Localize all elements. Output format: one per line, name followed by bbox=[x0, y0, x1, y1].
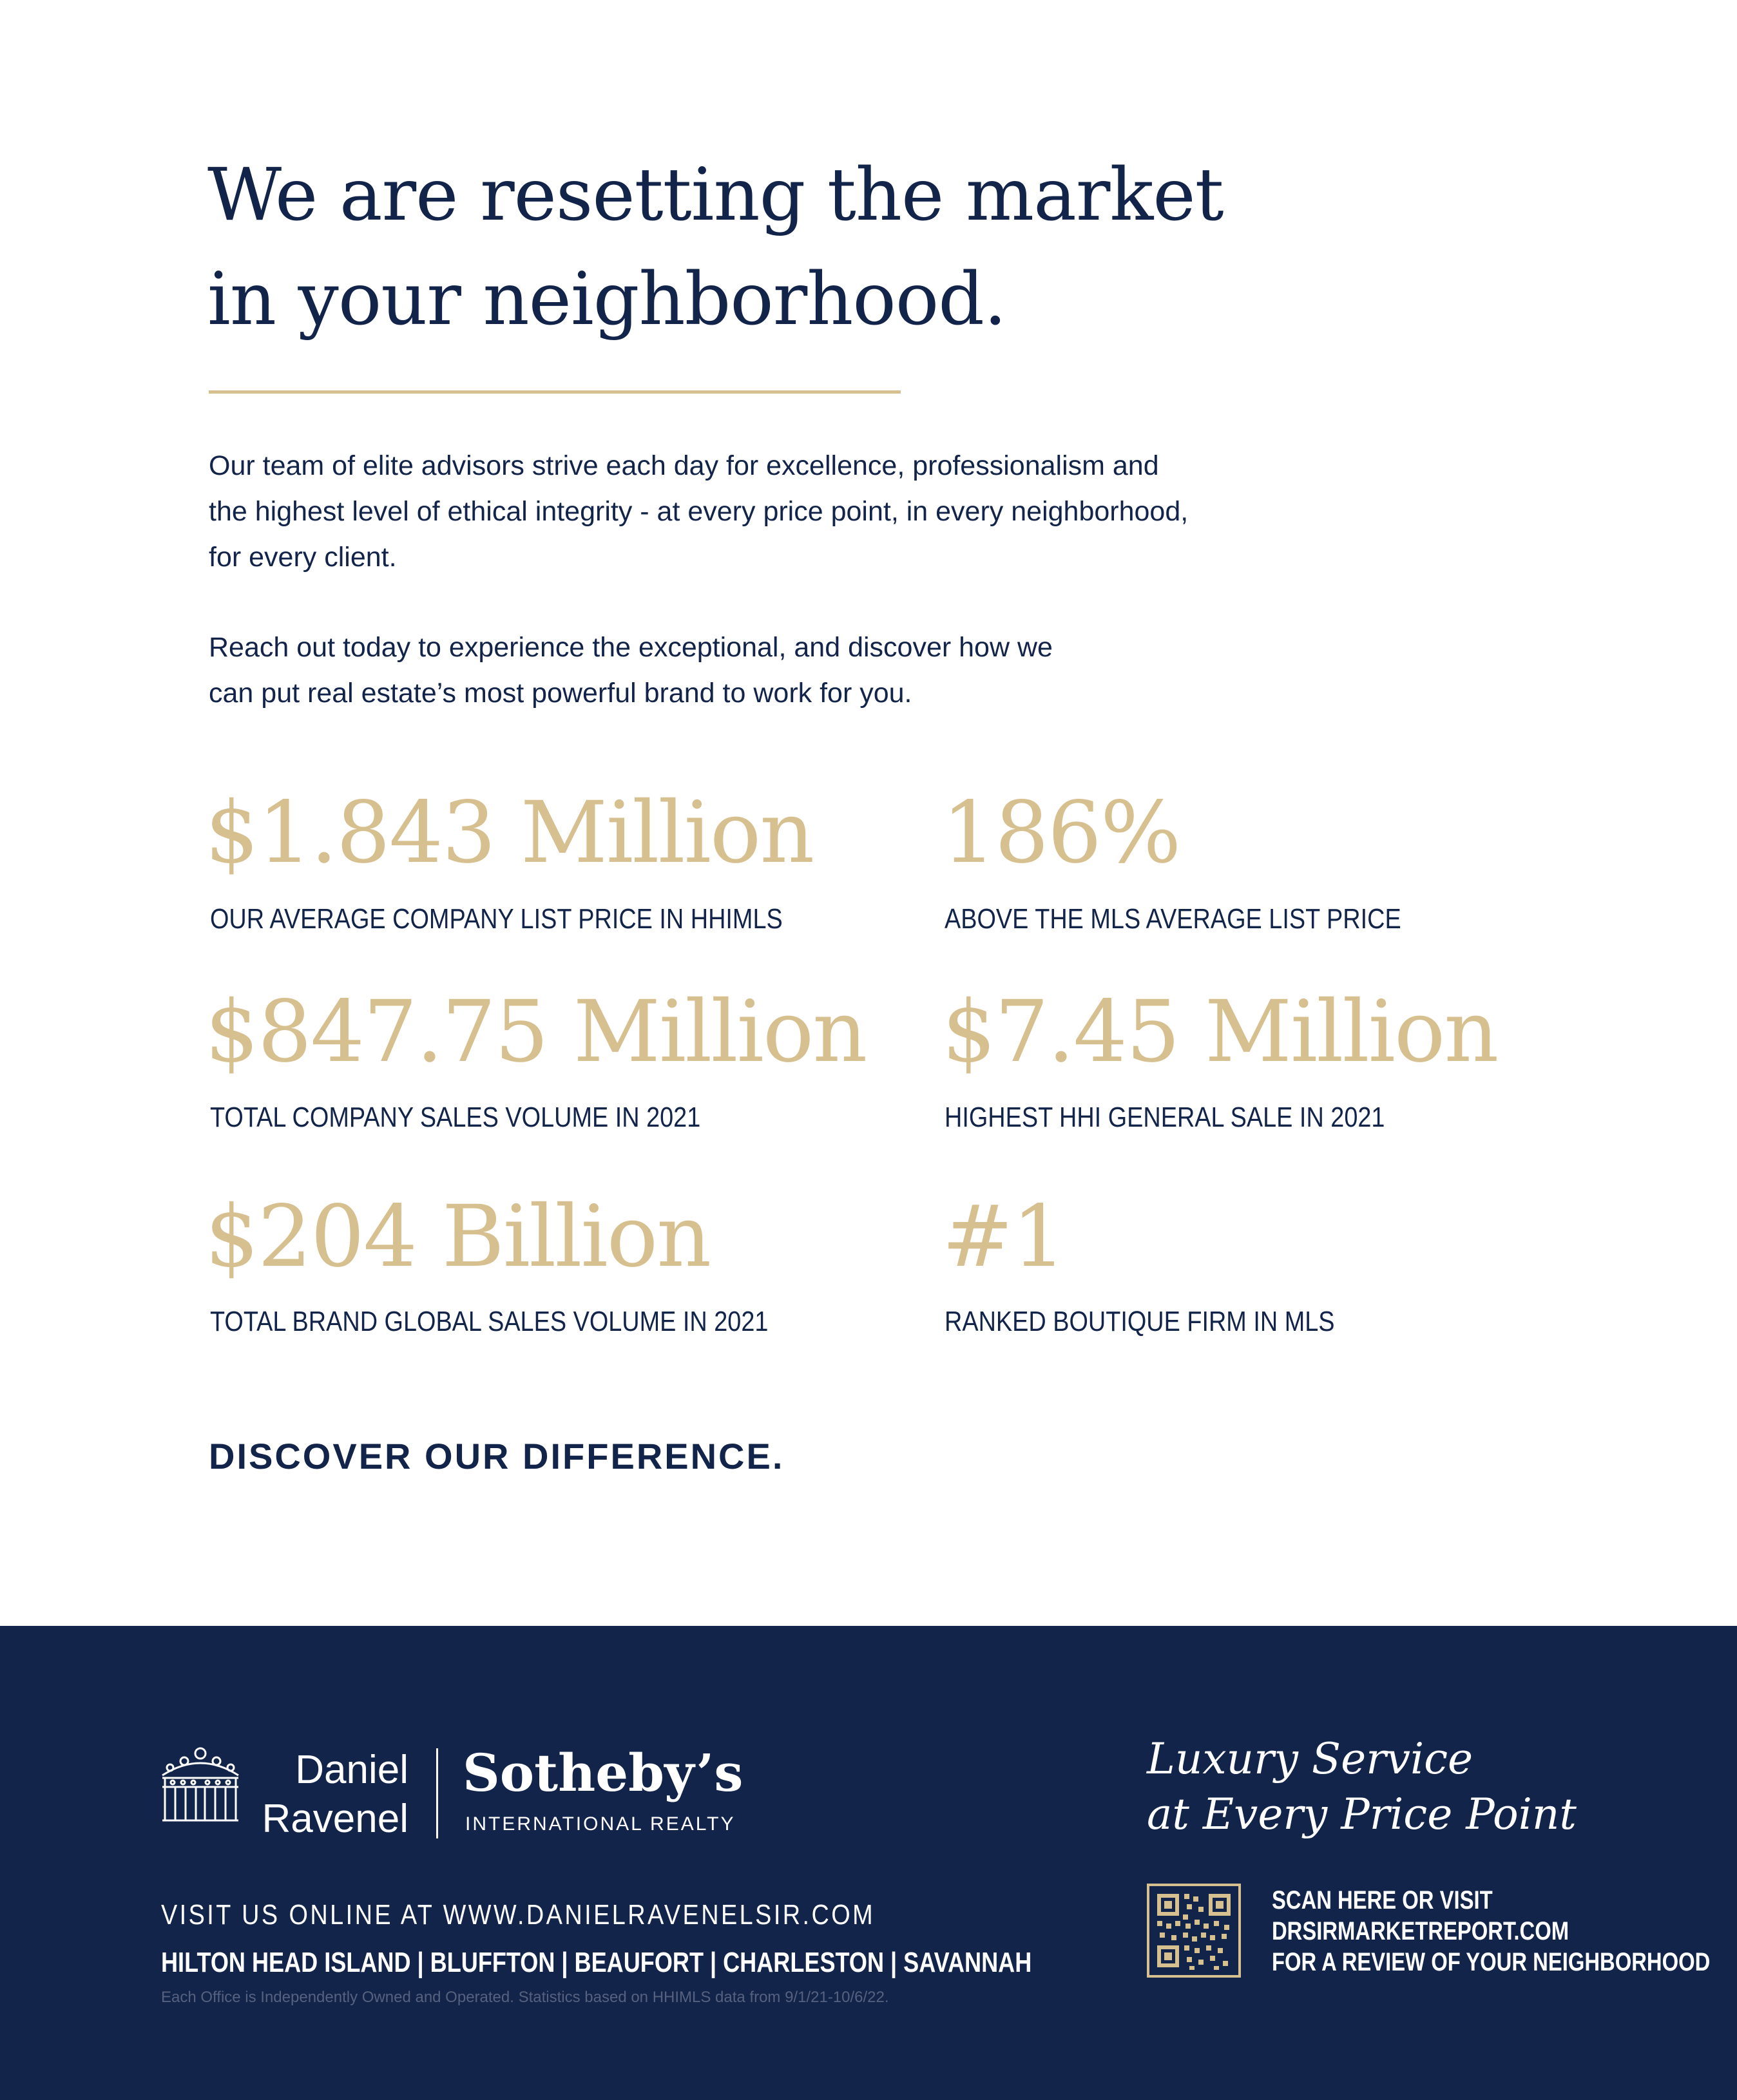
tagline-line-2: at Every Price Point bbox=[1147, 1790, 1577, 1839]
gate-icon bbox=[160, 1744, 241, 1826]
logo-sothebys: Sotheby’s bbox=[463, 1742, 744, 1803]
stat-label-brand-volume: TOTAL BRAND GLOBAL SALES VOLUME IN 2021 bbox=[210, 1306, 769, 1337]
logo-international-realty: INTERNATIONAL REALTY bbox=[465, 1813, 736, 1835]
stat-label-highest-sale: HIGHEST HHI GENERAL SALE IN 2021 bbox=[945, 1102, 1385, 1133]
disclaimer: Each Office is Independently Owned and Operated. Statistics based on HHIMLS data from 9/1/21-10/6/22. bbox=[161, 1989, 889, 2006]
intro-line: Our team of elite advisors strive each day for excellence, professionalism and bbox=[209, 450, 1159, 481]
tagline bbox=[1147, 1732, 1577, 1842]
logo-name-line-1: Daniel bbox=[295, 1748, 408, 1792]
stat-value-highest-sale: $7.45 Million bbox=[942, 982, 1498, 1082]
intro-line: for every client. bbox=[209, 542, 397, 573]
headline bbox=[207, 143, 1432, 352]
headline-line-1: We are resetting the market bbox=[207, 153, 1224, 237]
intro-paragraph-2 bbox=[209, 625, 1317, 716]
stat-value-sales-volume: $847.75 Million bbox=[205, 982, 867, 1082]
gold-divider bbox=[209, 390, 901, 394]
logo-daniel-ravenel bbox=[262, 1746, 408, 1844]
scan-line-2[interactable]: DRSIRMARKETREPORT.COM bbox=[1272, 1917, 1569, 1945]
scan-line-3: FOR A REVIEW OF YOUR NEIGHBORHOOD bbox=[1272, 1948, 1711, 1976]
qr-code-icon[interactable] bbox=[1147, 1884, 1241, 1978]
footer bbox=[0, 1626, 1737, 2100]
intro-line: the highest level of ethical integrity - at every price point, in every neighborhood, bbox=[209, 496, 1189, 527]
stat-value-above-mls: 186% bbox=[942, 783, 1180, 883]
discover-cta: DISCOVER OUR DIFFERENCE. bbox=[209, 1436, 785, 1476]
scan-instructions bbox=[1272, 1885, 1710, 1978]
stat-value-brand-volume: $204 Billion bbox=[205, 1187, 711, 1286]
tagline-line-1: Luxury Service bbox=[1147, 1734, 1473, 1784]
stat-value-rank: #1 bbox=[942, 1187, 1065, 1286]
logo-name-line-2: Ravenel bbox=[262, 1797, 408, 1841]
headline-line-2: in your neighborhood. bbox=[207, 258, 1006, 341]
stat-label-above-mls: ABOVE THE MLS AVERAGE LIST PRICE bbox=[945, 903, 1401, 935]
logo-divider bbox=[436, 1748, 438, 1838]
intro-line: Reach out today to experience the exceptional, and discover how we bbox=[209, 632, 1053, 663]
office-locations: HILTON HEAD ISLAND | BLUFFTON | BEAUFORT | CHARLESTON | SAVANNAH bbox=[161, 1947, 1032, 1978]
stat-value-avg-list-price: $1.843 Million bbox=[205, 783, 814, 883]
stat-label-sales-volume: TOTAL COMPANY SALES VOLUME IN 2021 bbox=[210, 1102, 701, 1133]
scan-line-1: SCAN HERE OR VISIT bbox=[1272, 1886, 1493, 1914]
intro-paragraph-1 bbox=[209, 443, 1317, 580]
intro-line: can put real estate’s most powerful brand to work for you. bbox=[209, 678, 912, 709]
stat-label-rank: RANKED BOUTIQUE FIRM IN MLS bbox=[945, 1306, 1335, 1337]
website-link[interactable]: VISIT US ONLINE AT WWW.DANIELRAVENELSIR.COM bbox=[161, 1899, 876, 1931]
stat-label-avg-list-price: OUR AVERAGE COMPANY LIST PRICE IN HHIMLS bbox=[210, 903, 783, 935]
